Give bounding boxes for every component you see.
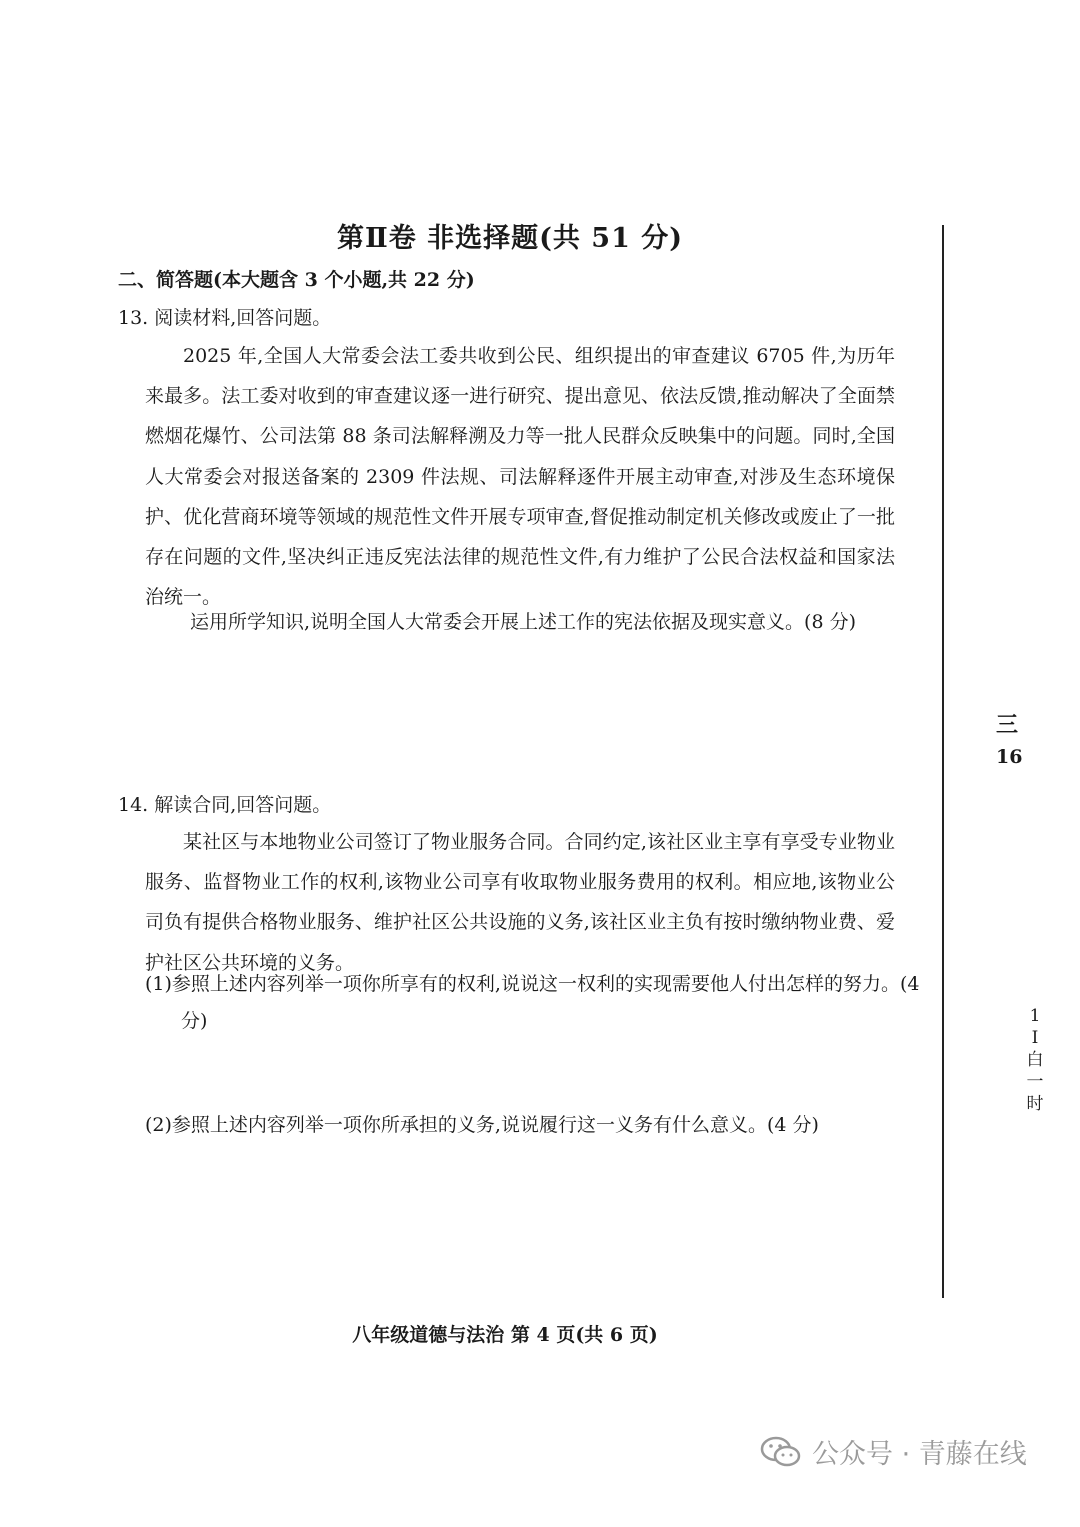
question-14-material: 某社区与本地物业公司签订了物业服务合同。合同约定,该社区业主享有享受专业物业服务、监督物业工作的权利,该物业公司享有收取物业服务费用的权利。相应地,该物业公司负有提供合格物业服务、维护社区公共设施的义务,该社区业主负有按时缴纳物业费、爱护社区公共环境的义务。 (145, 831, 895, 974)
question-14-sub-1: (1)参照上述内容列举一项你所享有的权利,说说这一权利的实现需要他人付出怎样的努力。(4 分) (145, 973, 920, 1032)
margin-char: 白 (1026, 1050, 1044, 1070)
binding-margin-line (942, 225, 944, 1298)
question-14-heading: 14. 解读合同,回答问题。 (118, 794, 332, 816)
section-title: 第Ⅱ卷 非选择题(共 51 分) (336, 223, 684, 254)
margin-char: 1 (1029, 1006, 1041, 1026)
section-heading: 二、简答题(本大题含 3 个小题,共 22 分) (118, 269, 475, 291)
margin-number-mark: 16 (996, 746, 1023, 768)
watermark (760, 1432, 1027, 1471)
question-13-material: 2025 年,全国人大常委会法工委共收到公民、组织提出的审查建议 6705 件,为历年来最多。法工委对收到的审查建议逐一进行研究、提出意见、依法反馈,推动解决了全面禁燃烟花爆竹、公司法第 88 条司法解释溯及力等一批人民群众反映集中的问题。同时,全国人大常委会对报送备案的 2309 件法规、司法解释逐件开展主动审查,对涉及生态环境保护、优化营商环境等领域的规范性文件开展专项审查,督促推动制定机关修改或废止了一批存在问题的文件,坚决纠正违反宪法法律的规范性文件,有力维护了公民合法权益和国家法治统一。 (145, 345, 895, 609)
margin-section-mark: 三 (996, 712, 1019, 738)
watermark-text: 公众号 · 青藤在线 (812, 1439, 1027, 1470)
wechat-icon (760, 1436, 802, 1468)
margin-vertical-text (1024, 1005, 1046, 1115)
margin-char: 一 (1026, 1072, 1044, 1092)
question-14-sub-2: (2)参照上述内容列举一项你所承担的义务,说说履行这一义务有什么意义。(4 分) (145, 1114, 819, 1136)
margin-char: 时 (1026, 1094, 1044, 1114)
question-13-heading: 13. 阅读材料,回答问题。 (118, 307, 332, 329)
question-13-prompt: 运用所学知识,说明全国人大常委会开展上述工作的宪法依据及现实意义。(8 分) (190, 611, 856, 633)
page-footer: 八年级道德与法治 第 4 页(共 6 页) (352, 1324, 658, 1346)
margin-char: I (1031, 1028, 1039, 1048)
